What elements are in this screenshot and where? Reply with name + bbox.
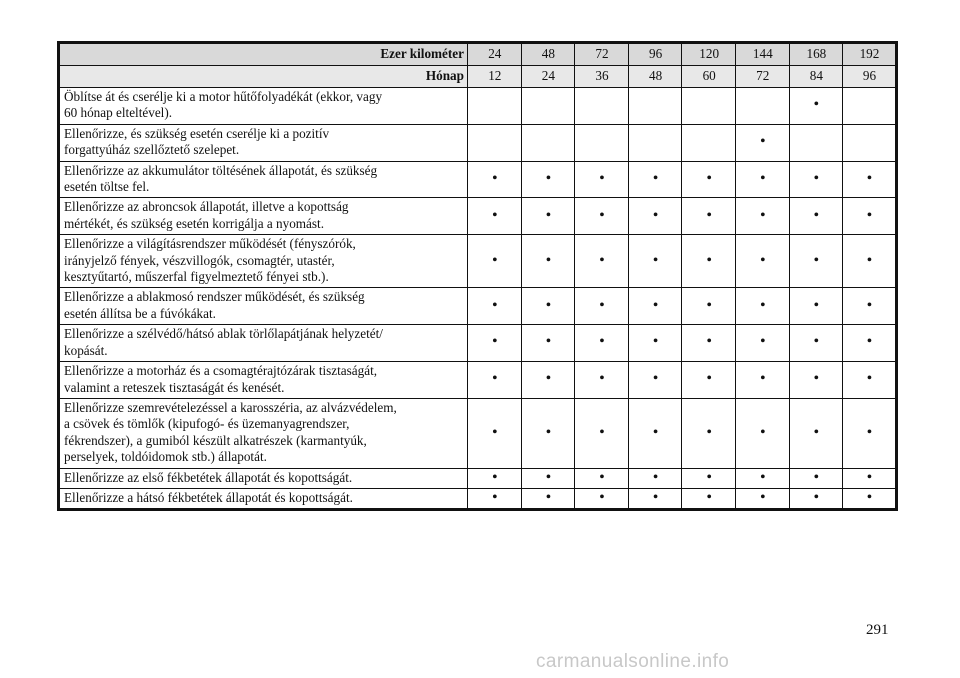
service-mark-dot: • bbox=[628, 198, 682, 235]
task-row bbox=[59, 88, 897, 125]
service-mark-dot: • bbox=[628, 468, 682, 488]
service-mark-dot: • bbox=[682, 398, 736, 468]
service-mark-dot: • bbox=[468, 325, 522, 362]
empty-interval-cell bbox=[521, 124, 575, 161]
service-mark-dot: • bbox=[468, 161, 522, 198]
service-mark-dot: • bbox=[843, 398, 897, 468]
service-mark-dot: • bbox=[521, 398, 575, 468]
task-description: Ellenőrizze a hátsó fékbetétek állapotát és kopottságát. bbox=[59, 488, 468, 509]
service-mark-dot: • bbox=[628, 398, 682, 468]
service-mark-dot: • bbox=[628, 325, 682, 362]
service-mark-dot: • bbox=[682, 198, 736, 235]
service-mark-dot: • bbox=[789, 235, 843, 288]
kilometer-value: 168 bbox=[789, 43, 843, 66]
watermark-text: carmanualsonline.info bbox=[536, 651, 730, 672]
task-description: Ellenőrizze a szélvédő/hátsó ablak törlőlapátjának helyzetét/ kopását. bbox=[59, 325, 468, 362]
task-description: Ellenőrizze az akkumulátor töltésének állapotát, és szükség esetén töltse fel. bbox=[59, 161, 468, 198]
service-mark-dot: • bbox=[789, 288, 843, 325]
service-mark-dot: • bbox=[735, 362, 789, 399]
task-description: Ellenőrizze a ablakmosó rendszer működését, és szükség esetén állítsa be a fúvókákat. bbox=[59, 288, 468, 325]
service-mark-dot: • bbox=[628, 235, 682, 288]
month-value: 60 bbox=[682, 66, 736, 88]
month-header-label: Hónap bbox=[59, 66, 468, 88]
service-mark-dot: • bbox=[843, 198, 897, 235]
empty-interval-cell bbox=[628, 124, 682, 161]
service-mark-dot: • bbox=[735, 398, 789, 468]
service-mark-dot: • bbox=[468, 488, 522, 509]
service-mark-dot: • bbox=[843, 288, 897, 325]
task-row bbox=[59, 398, 897, 468]
service-mark-dot: • bbox=[735, 124, 789, 161]
month-value: 96 bbox=[843, 66, 897, 88]
service-mark-dot: • bbox=[682, 161, 736, 198]
month-header-row bbox=[59, 66, 897, 88]
service-mark-dot: • bbox=[575, 288, 629, 325]
service-mark-dot: • bbox=[843, 161, 897, 198]
service-mark-dot: • bbox=[789, 488, 843, 509]
task-row bbox=[59, 161, 897, 198]
service-mark-dot: • bbox=[628, 362, 682, 399]
empty-interval-cell bbox=[521, 88, 575, 125]
task-row bbox=[59, 235, 897, 288]
service-mark-dot: • bbox=[628, 488, 682, 509]
empty-interval-cell bbox=[468, 124, 522, 161]
service-mark-dot: • bbox=[575, 161, 629, 198]
service-mark-dot: • bbox=[521, 325, 575, 362]
kilometer-header-row bbox=[59, 43, 897, 66]
empty-interval-cell bbox=[575, 88, 629, 125]
service-mark-dot: • bbox=[843, 362, 897, 399]
service-mark-dot: • bbox=[575, 325, 629, 362]
empty-interval-cell bbox=[468, 88, 522, 125]
service-mark-dot: • bbox=[735, 488, 789, 509]
service-mark-dot: • bbox=[735, 288, 789, 325]
task-row bbox=[59, 468, 897, 488]
month-value: 48 bbox=[628, 66, 682, 88]
task-description: Ellenőrizze az abroncsok állapotát, illetve a kopottság mértékét, és szükség esetén korrigálja a nyomást. bbox=[59, 198, 468, 235]
kilometer-value: 96 bbox=[628, 43, 682, 66]
service-mark-dot: • bbox=[843, 235, 897, 288]
task-row bbox=[59, 362, 897, 399]
task-description: Ellenőrizze szemrevételezéssel a karosszéria, az alvázvédelem, a csövek és tömlők (kipufogó- és üzemanyagrendszer, fékrendszer), a gumiból készült alkatrészek (karmantyúk, perselyek, toldóidomok stb.) állapotát. bbox=[59, 398, 468, 468]
service-mark-dot: • bbox=[682, 468, 736, 488]
service-mark-dot: • bbox=[789, 398, 843, 468]
service-mark-dot: • bbox=[521, 362, 575, 399]
service-mark-dot: • bbox=[575, 362, 629, 399]
service-mark-dot: • bbox=[789, 468, 843, 488]
kilometer-value: 120 bbox=[682, 43, 736, 66]
task-row bbox=[59, 124, 897, 161]
service-mark-dot: • bbox=[521, 235, 575, 288]
empty-interval-cell bbox=[575, 124, 629, 161]
kilometer-value: 192 bbox=[843, 43, 897, 66]
month-value: 12 bbox=[468, 66, 522, 88]
month-value: 72 bbox=[735, 66, 789, 88]
schedule-body bbox=[59, 43, 897, 510]
service-mark-dot: • bbox=[843, 488, 897, 509]
service-mark-dot: • bbox=[628, 288, 682, 325]
task-description: Ellenőrizze, és szükség esetén cserélje ki a pozitív forgattyúház szellőztető szelepet. bbox=[59, 124, 468, 161]
service-mark-dot: • bbox=[521, 161, 575, 198]
kilometer-value: 72 bbox=[575, 43, 629, 66]
service-mark-dot: • bbox=[468, 468, 522, 488]
service-mark-dot: • bbox=[468, 288, 522, 325]
service-mark-dot: • bbox=[843, 325, 897, 362]
service-mark-dot: • bbox=[735, 235, 789, 288]
task-description: Ellenőrizze a motorház és a csomagtérajtózárak tisztaságát, valamint a reteszek tisztaságát és kenését. bbox=[59, 362, 468, 399]
empty-interval-cell bbox=[682, 124, 736, 161]
kilometer-value: 48 bbox=[521, 43, 575, 66]
service-mark-dot: • bbox=[735, 161, 789, 198]
service-mark-dot: • bbox=[682, 362, 736, 399]
kilometer-value: 24 bbox=[468, 43, 522, 66]
service-mark-dot: • bbox=[735, 198, 789, 235]
service-mark-dot: • bbox=[789, 198, 843, 235]
service-mark-dot: • bbox=[468, 362, 522, 399]
service-mark-dot: • bbox=[789, 325, 843, 362]
task-description: Ellenőrizze az első fékbetétek állapotát és kopottságát. bbox=[59, 468, 468, 488]
service-mark-dot: • bbox=[521, 468, 575, 488]
service-mark-dot: • bbox=[682, 325, 736, 362]
service-mark-dot: • bbox=[628, 161, 682, 198]
task-description: Öblítse át és cserélje ki a motor hűtőfolyadékát (ekkor, vagy 60 hónap elteltével). bbox=[59, 88, 468, 125]
month-value: 84 bbox=[789, 66, 843, 88]
task-description: Ellenőrizze a világításrendszer működését (fényszórók, irányjelző fények, vészvillogók, csomagtér, utastér, kesztyűtartó, műszerfal figyelmeztető fényei stb.). bbox=[59, 235, 468, 288]
empty-interval-cell bbox=[843, 88, 897, 125]
task-row bbox=[59, 488, 897, 509]
service-mark-dot: • bbox=[789, 161, 843, 198]
service-mark-dot: • bbox=[735, 325, 789, 362]
empty-interval-cell bbox=[682, 88, 736, 125]
empty-interval-cell bbox=[628, 88, 682, 125]
service-mark-dot: • bbox=[575, 398, 629, 468]
empty-interval-cell bbox=[843, 124, 897, 161]
service-mark-dot: • bbox=[575, 198, 629, 235]
service-mark-dot: • bbox=[682, 488, 736, 509]
service-mark-dot: • bbox=[468, 398, 522, 468]
service-mark-dot: • bbox=[789, 88, 843, 125]
maintenance-schedule-table bbox=[57, 41, 898, 511]
service-mark-dot: • bbox=[575, 235, 629, 288]
month-value: 24 bbox=[521, 66, 575, 88]
task-row bbox=[59, 325, 897, 362]
month-value: 36 bbox=[575, 66, 629, 88]
service-mark-dot: • bbox=[521, 288, 575, 325]
kilometer-value: 144 bbox=[735, 43, 789, 66]
task-row bbox=[59, 198, 897, 235]
service-mark-dot: • bbox=[468, 235, 522, 288]
service-mark-dot: • bbox=[468, 198, 522, 235]
empty-interval-cell bbox=[789, 124, 843, 161]
service-mark-dot: • bbox=[521, 488, 575, 509]
service-mark-dot: • bbox=[575, 488, 629, 509]
task-row bbox=[59, 288, 897, 325]
service-mark-dot: • bbox=[575, 468, 629, 488]
service-mark-dot: • bbox=[521, 198, 575, 235]
service-mark-dot: • bbox=[682, 288, 736, 325]
empty-interval-cell bbox=[735, 88, 789, 125]
page-number: 291 bbox=[866, 622, 889, 638]
service-mark-dot: • bbox=[789, 362, 843, 399]
service-mark-dot: • bbox=[843, 468, 897, 488]
kilometer-header-label: Ezer kilométer bbox=[59, 43, 468, 66]
service-mark-dot: • bbox=[682, 235, 736, 288]
service-mark-dot: • bbox=[735, 468, 789, 488]
